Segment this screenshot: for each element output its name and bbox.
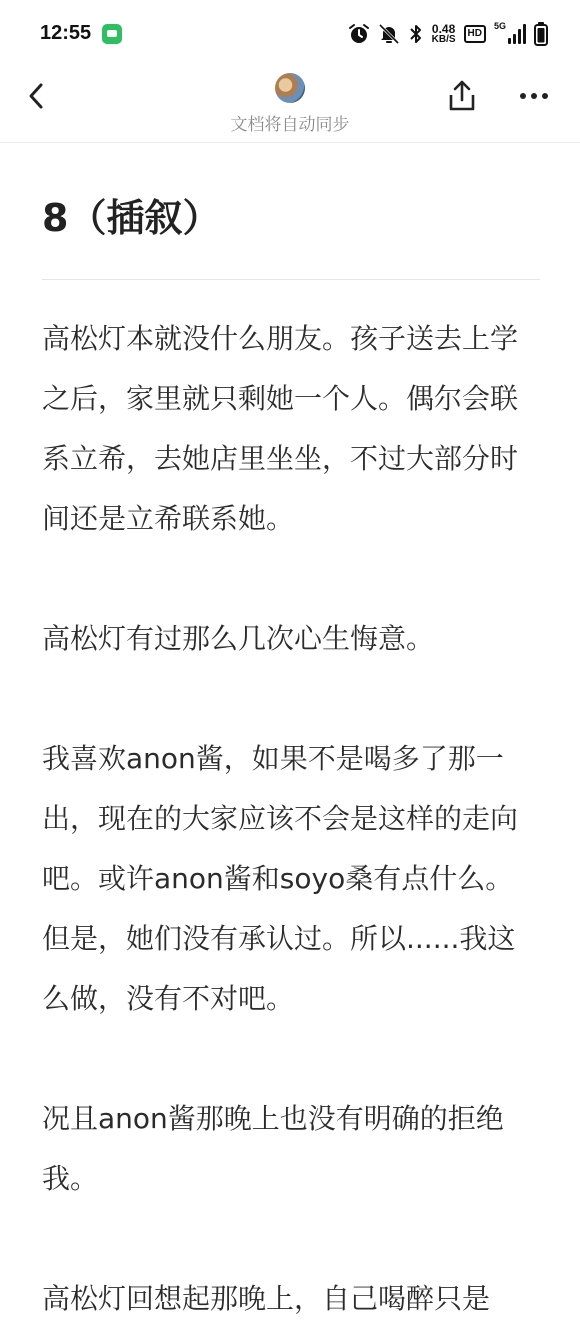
blank-line	[42, 1209, 540, 1269]
share-button[interactable]	[444, 76, 480, 116]
blank-line	[42, 549, 540, 609]
battery-icon	[534, 22, 548, 46]
alarm-icon	[348, 23, 370, 45]
status-bar	[0, 0, 580, 64]
paragraph[interactable]: 我喜欢anon酱，如果不是喝多了那一出，现在的大家应该不会是这样的走向吧。或许anon酱和soyo桑有点什么。但是，她们没有承认过。所以......我这么做，没有不对吧。	[42, 742, 519, 1015]
document-body[interactable]	[42, 280, 540, 1329]
document-content	[42, 143, 540, 1329]
more-dots-icon	[519, 92, 549, 100]
paragraph[interactable]: 高松灯有过那么几次心生悔意。	[42, 622, 435, 655]
signal-strength-icon	[508, 24, 526, 44]
hd-badge: HD	[464, 25, 486, 43]
status-icons	[348, 20, 548, 48]
blank-line	[42, 669, 540, 729]
paragraph[interactable]: 况且anon酱那晚上也没有明确的拒绝我。	[42, 1102, 504, 1195]
blank-line	[42, 1029, 540, 1089]
document-header	[0, 64, 580, 143]
network-speed	[432, 23, 456, 45]
mute-bell-icon	[378, 23, 400, 45]
sync-status-text: 文档将自动同步	[230, 115, 350, 135]
network-speed-unit: KB/S	[431, 34, 456, 45]
network-speed-value: 0.48	[431, 22, 456, 36]
document-title[interactable]: 8（插叙）	[42, 196, 221, 240]
more-button[interactable]	[514, 76, 554, 116]
chevron-left-icon	[26, 82, 46, 110]
status-time: 12:55	[40, 22, 92, 44]
bluetooth-icon	[408, 23, 424, 45]
paragraph[interactable]: 高松灯回想起那晚上，自己喝醉只是	[42, 1282, 491, 1315]
network-type: 5G	[493, 21, 506, 31]
paragraph[interactable]: 高松灯本就没什么朋友。孩子送去上学之后，家里就只剩她一个人。偶尔会联系立希，去她店里坐坐，不过大部分时间还是立希联系她。	[42, 322, 519, 535]
avatar[interactable]	[275, 73, 305, 103]
share-icon	[448, 79, 476, 113]
message-notification-icon	[102, 24, 122, 44]
